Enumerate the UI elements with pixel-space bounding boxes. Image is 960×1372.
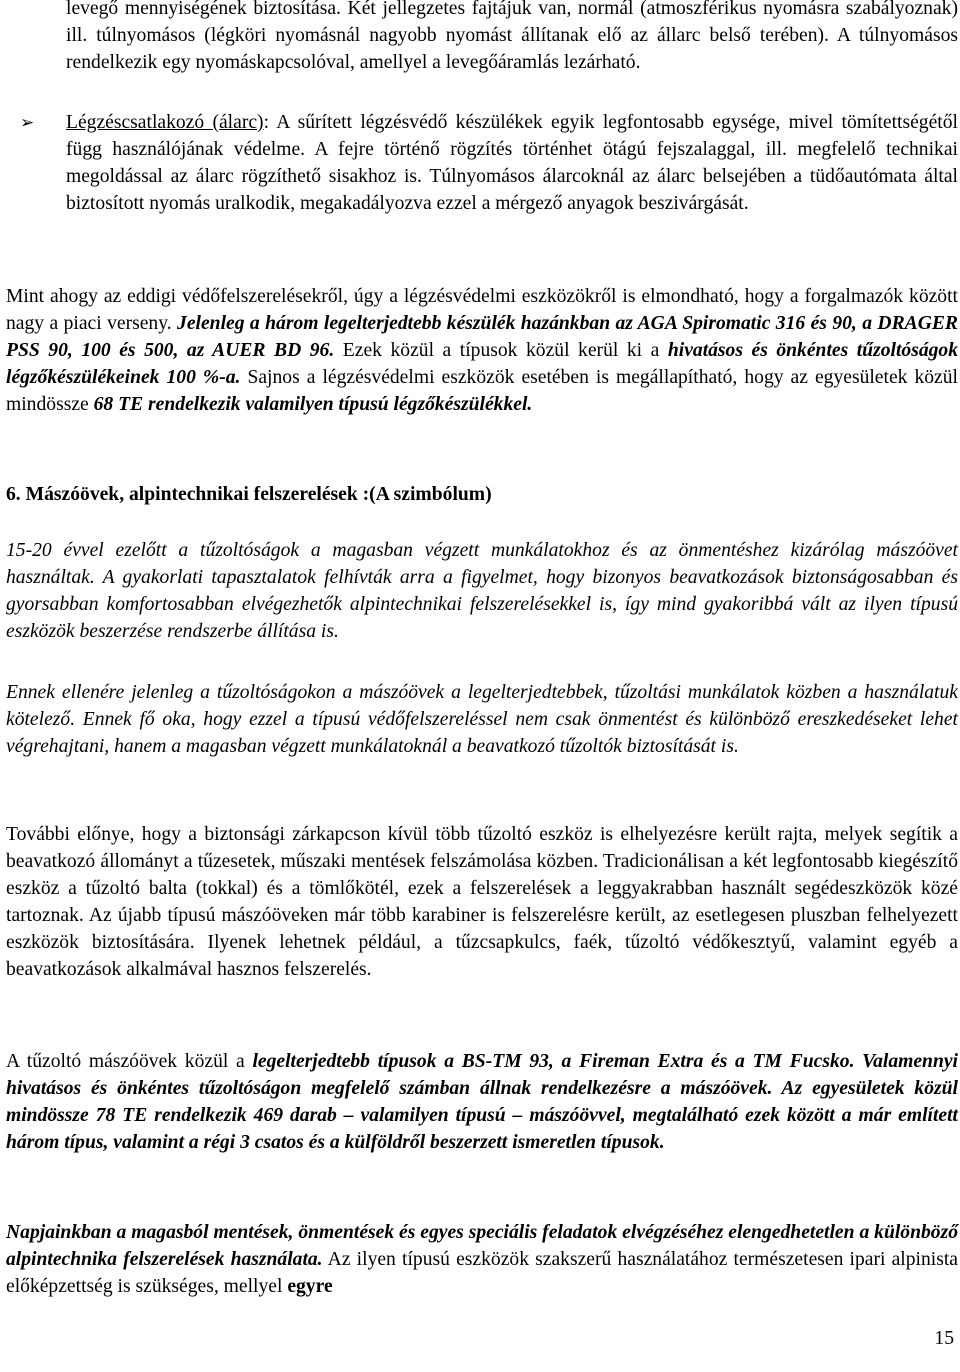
- bullet-item-mask: [6, 110, 958, 218]
- para3-text-1: A tűzoltó mászóövek közül a: [6, 1051, 253, 1072]
- para3-bold-1: legelterjedtebb típusok a BS-TM 93, a Fireman Extra és a TM Fucsko. Valamennyi hivatásos és önkéntes tűzoltóságon megfelelő számban állnak rendelkezésre a mászóövek. Az egyesületek közül mindössze 78 TE rendelkezik 469 darab – valamilyen típusú – mászóövvel, megtalálható ezek között a már említett három típus, valamint a régi 3 csatos és a külföldről beszerzett ismeretlen típusok.: [6, 1051, 958, 1153]
- bullet-term: Légzéscsatlakozó (álarc): [66, 112, 264, 133]
- intro-paragraph-tail: [6, 0, 958, 77]
- para1-text-3: Sajnos a légzésvédelmi eszközök esetében is megállapítható, hogy az egyesületek közül mindössze: [6, 366, 958, 415]
- para2-text: További előnye, hogy a biztonsági zárkapcson kívül több tűzoltó eszköz is elhelyezésre került rajta, melyek segítik a beavatkozó állományt a tűzesetek, műszaki mentések felszámolása közben. Tradicionálisan a két legfontosabb kiegészítő eszköz a tűzoltó balta (tokkal) és a tömlőkötél, ezek a felszerelések a leggyakrabban használt segédeszközök közé tartoznak. Az újabb típusú mászóöveken már több karabiner is felszerelésre került, az esetlegesen pluszban felhelyezett eszközök biztosítására. Ilyenek lehetnek például, a tűzcsapkulcs, faék, tűzoltó védőkesztyű, valamint egyéb a beavatkozások alkalmával hasznos felszerelés.: [6, 824, 958, 980]
- arrow-bullet-icon: ➢: [20, 113, 35, 133]
- para4-text-1: Az ilyen típusú eszközök szakszerű használatához természetesen ipari alpinista előképzettség is szükséges, mellyel: [6, 1248, 959, 1297]
- page-number: 15: [934, 1328, 954, 1349]
- paragraph-alpine: [6, 1220, 958, 1301]
- italic-paragraph-2: [6, 680, 958, 761]
- section-title: Mászóövek, alpintechnikai felszerelések :(A szimbólum): [25, 484, 492, 505]
- paragraph-respirators: [6, 284, 958, 419]
- para1-text-2: Ezek közül a típusok közül kerül ki a: [334, 339, 668, 361]
- para1-bold-2: hivatásos és önkéntes tűzoltóságok légzőkészülékeinek 100 %-a.: [6, 339, 959, 388]
- para1-text-1: Mint ahogy az eddigi védőfelszerelésekről, úgy a légzésvédelmi eszközökről is elmondható, hogy a forgalmazók között nagy a piaci verseny.: [6, 286, 958, 334]
- section-heading: [6, 482, 958, 509]
- italic2-text: Ennek ellenére jelenleg a tűzoltóságokon a mászóövek a legelterjedtebbek, tűzoltási munkálatok közben a használatuk kötelező. Ennek fő oka, hogy ezzel a típusú védőfelszereléssel nem csak önmentést és különböző ereszkedéseket lehet végrehajtani, hanem a magasban végzett munkálatoknál a beavatkozó tűzoltók biztosítását is.: [6, 682, 958, 757]
- italic-paragraph-1: [6, 538, 958, 646]
- para4-bold-1: Napjainkban a magasból mentések, önmentések és egyes speciális feladatok elvégzéséhez elengedhetetlen a különböző alpintechnika felszerelések használata.: [6, 1222, 958, 1270]
- intro-text: levegő mennyiségének biztosítása. Két jellegzetes fajtájuk van, normál (atmoszférikus nyomásra szabályoznak) ill. túlnyomásos (légköri nyomásnál nagyobb nyomást állítanak elő az állarc belső terében). A túlnyomásos rendelkezik egy nyomáskapcsolóval, amellyel a levegőáramlás lezárható.: [66, 0, 958, 73]
- bullet-text: A sűrített légzésvédő készülékek egyik legfontosabb egysége, mivel tömítettségétől függ használójának védelme. A fejre történő rögzítés történhet ötágú fejszalaggal, ill. megfelelő technikai megoldással az álarc rögzíthető sisakhoz is. Túlnyomásos álarcoknál az álarc belsejében a tüdőautómata által biztosított nyomás uralkodik, megakadályozva ezzel a mérgező anyagok beszivárgását.: [66, 112, 958, 214]
- para4-bold-2: egyre: [287, 1275, 333, 1297]
- para1-bold-1: Jelenleg a három legelterjedtebb készülék hazánkban az AGA Spiromatic 316 és 90, a DRAGER PSS 90, 100 és 500, az AUER BD 96.: [6, 312, 958, 361]
- section-number: 6.: [6, 484, 21, 505]
- para1-bold-3: 68 TE rendelkezik valamilyen típusú légzőkészülékkel.: [93, 393, 533, 415]
- bullet-colon: :: [263, 112, 270, 133]
- paragraph-advantages: [6, 822, 958, 983]
- italic1-text: 15-20 évvel ezelőtt a tűzoltóságok a magasban végzett munkálatokhoz és az önmentéshez kizárólag mászóövet használtak. A gyakorlati tapasztalatok felhívták arra a figyelmet, hogy bizonyos beavatkozások biztonságosabban és gyorsabban komfortosabban elvégezhetők alpintechnikai felszerelésekkel is, így mind gyakoribbá vált az ilyen típusú eszközök beszerzése rendszerbe állítása is.: [6, 540, 958, 642]
- paragraph-belt-types: [6, 1049, 958, 1157]
